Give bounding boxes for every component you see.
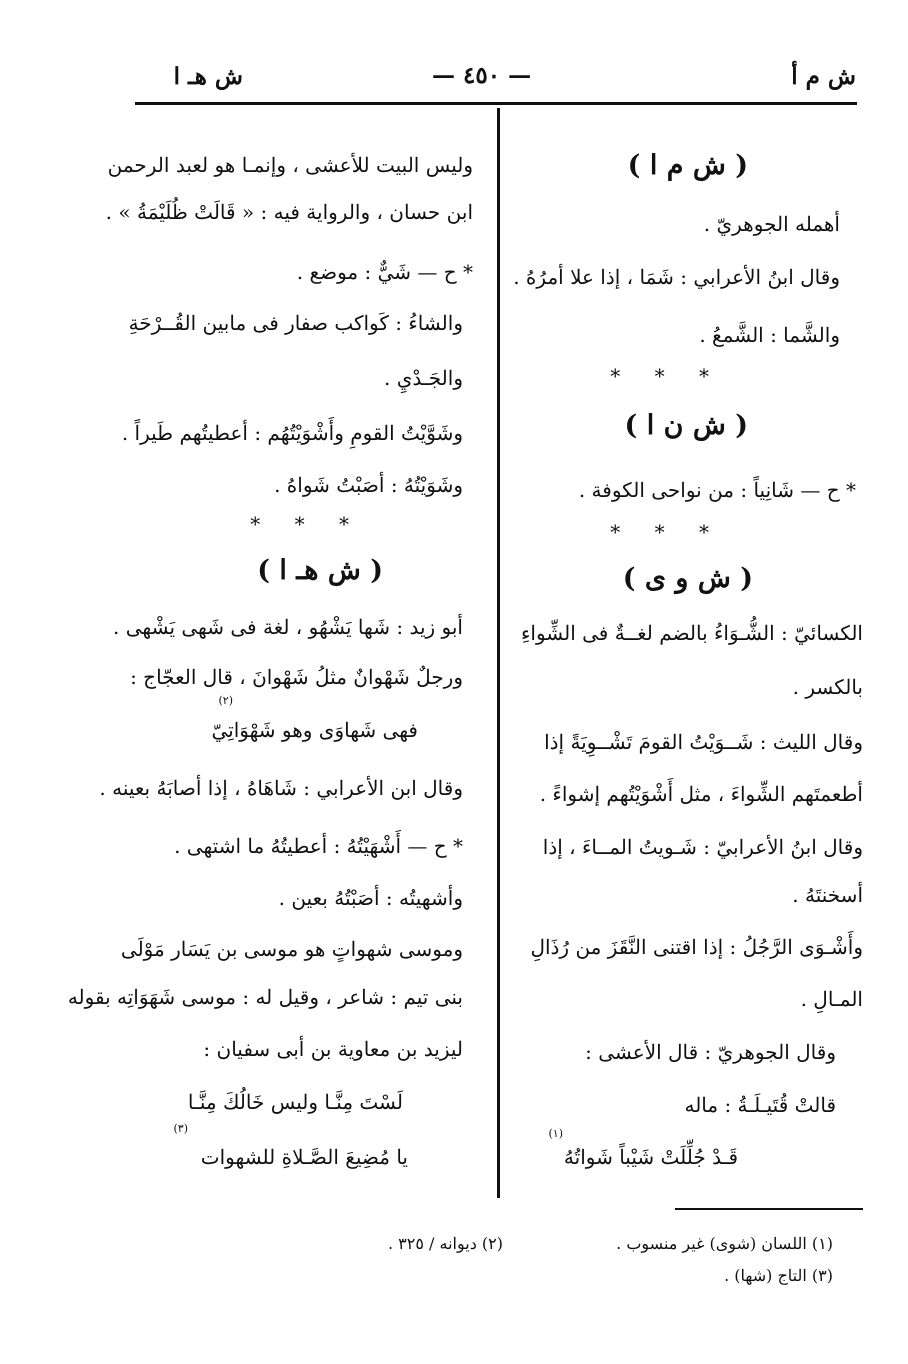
text-line: * ح — أَشْهَيْتُهُ : أعطيتُهُ ما اشتهى .: [174, 834, 463, 858]
header-rule: [135, 102, 857, 105]
footnote-rule: [675, 1208, 863, 1210]
text-line: ليزيد بن معاوية بن أبى سفيان :: [203, 1037, 463, 1061]
section-separator: * * *: [250, 512, 363, 536]
text-line: * ح — شَانِياً : من نواحى الكوفة .: [578, 478, 856, 502]
entry-heading: ( ش هـ ا ): [257, 555, 383, 586]
section-separator: * * *: [610, 520, 723, 544]
text-line: أسخنتَهُ .: [792, 883, 863, 907]
footnote-2: (٢) ديوانه / ٣٢٥ .: [387, 1234, 503, 1253]
page-number: — ٤٥٠ —: [432, 62, 532, 89]
footnote-3: (٣) التاج (شها) .: [724, 1266, 833, 1285]
text-line: وشَوَيْتُهُ : أصَبْتُ شَواهُ .: [274, 473, 463, 497]
text-line: ورجلٌ شَهْوانٌ مثلُ شَهْوانَ ، قال العجّاج :: [130, 665, 463, 689]
text-line: وشَوَّيْتُ القومِ وأَشْوَيْتُهُم : أعطيتُهم طَيراً .: [121, 421, 463, 445]
text-line: وقال ابنُ الأعرابيّ : شَـويتُ المــاءَ ، إذا: [542, 835, 863, 859]
header-root-left: ش هـ ا: [173, 63, 243, 90]
text-line: وقال ابنُ الأعرابي : شَمَا ، إذا علا أمرُهُ .: [513, 265, 840, 289]
text-line: بنى تيم : شاعر ، وقيل له : موسى شَهَوَاتِه بقوله: [67, 985, 463, 1009]
text-line: المـالِ .: [800, 987, 863, 1011]
text-line: * ح — شَيٌّ : موضع .: [296, 260, 473, 284]
footnote-marker: (١): [548, 1127, 563, 1140]
text-line: والجَـدْيِ .: [384, 366, 463, 390]
text-line: وقال الليث : شَــوَيْتُ القومَ تَشْــوِيَةً إذا: [544, 730, 863, 754]
text-line: وقال ابن الأعرابي : شَاهَاهُ ، إذا أصابَهُ بعينه .: [99, 776, 463, 800]
text-line: وأشهيتُه : أصَبْتُهُ بعين .: [278, 886, 463, 910]
text-line: أطعمتَهم الشِّواءَ ، مثل أَشْوَيْتُهم إشواءً .: [539, 782, 863, 806]
entry-heading: ( ش و ى ): [622, 563, 753, 594]
entry-heading: ( ش م ا ): [627, 150, 748, 181]
text-line: بالكسر .: [792, 675, 863, 699]
header-root-right: ش م أ: [791, 63, 856, 90]
text-line: والشاءُ : كَواكب صفار فى مابين القُــرْحَةِ: [128, 311, 463, 335]
text-line: وليس البيت للأعشى ، وإنمـا هو لعبد الرحمن: [107, 153, 473, 177]
section-separator: * * *: [610, 364, 723, 388]
column-divider: [497, 108, 500, 1198]
footnote-1: (١) اللسان (شوى) غير منسوب .: [616, 1234, 833, 1253]
verse-line: قَـدْ جُلِّلَتْ شَيْباً شَواتُهُ: [563, 1145, 738, 1169]
verse-line: لَسْتَ مِنَّـا وليس خَالُكَ مِنَّـا: [187, 1090, 403, 1114]
text-line: ابن حسان ، والرواية فيه : « قَالَتْ ظُلَيْمَةُ » .: [105, 200, 473, 224]
text-line: والشَّما : الشَّمعُ .: [699, 323, 840, 347]
text-line: وموسى شهواتٍ هو موسى بن يَسَار مَوْلَى: [120, 937, 463, 961]
verse-line: فهى شَهاوَى وهو شَهْوَاتِيّ: [211, 718, 418, 742]
entry-heading: ( ش ن ا ): [624, 410, 748, 441]
text-line: وأَشْـوَى الرَّجُلُ : إذا اقتنى النَّقَزَ من رُذَالِ: [530, 935, 863, 959]
text-line: الكسائيّ : الشُّـوَاءُ بالضم لغــةٌ فى الشِّواءِ: [520, 621, 863, 645]
verse-line: يا مُضِيعَ الصَّـلاةِ للشهوات: [200, 1145, 408, 1169]
footnote-marker: (٢): [218, 694, 233, 707]
text-line: أبو زيد : شَها يَشْهُو ، لغة فى شَهى يَشْهى .: [113, 615, 463, 639]
footnote-marker: (٣): [173, 1122, 188, 1135]
verse-line: قالتْ قُتَيـلَـةُ : ماله: [684, 1093, 836, 1117]
text-line: وقال الجوهريّ : قال الأعشى :: [585, 1040, 836, 1064]
text-line: أهمله الجوهريّ .: [703, 212, 840, 236]
